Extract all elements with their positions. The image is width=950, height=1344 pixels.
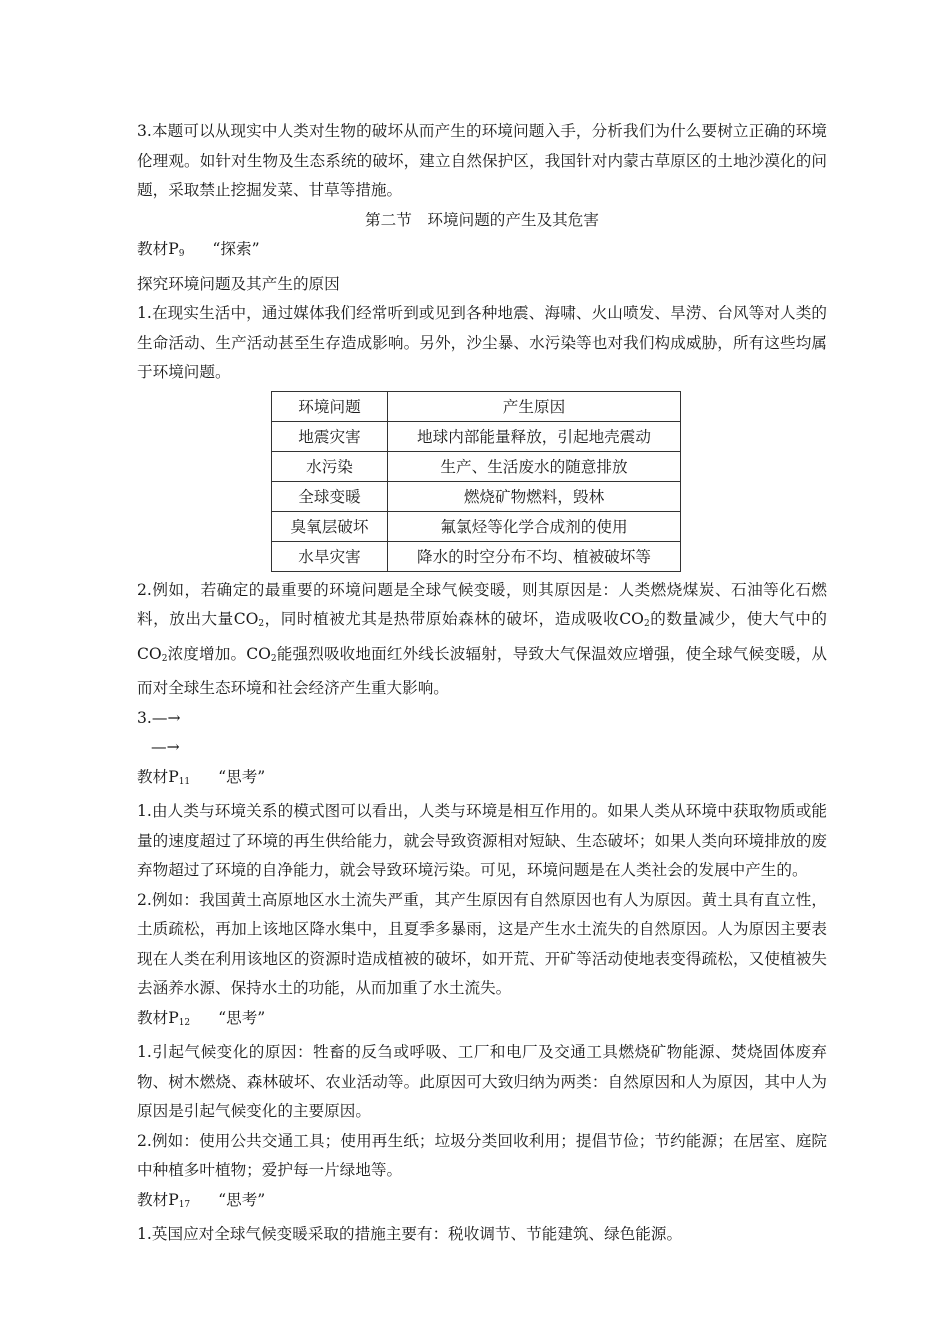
table-row [272,541,681,571]
table-cell: 臭氧层破坏 [272,511,388,541]
table-row [272,451,681,481]
think-paragraph-2: 2.例如：我国黄土高原地区水土流失严重，其产生原因有自然原因也有人为原因。黄土具有直立性，土质疏松，再加上该地区降水集中，且夏季多暴雨，这是产生水土流失的自然原因。人为原因主要表现在人类在利用该地区的资源时造成植被的破坏，如开荒、开矿等活动使地表变得疏松，又使植被失去涵养水源、保持水土的功能，从而加重了水土流失。 [137,890,827,997]
table-cell: 水污染 [272,451,388,481]
explore-title: 探究环境问题及其产生的原因 [137,274,340,293]
environment-problems-table [271,391,681,572]
table-cell: 氟氯烃等化学合成剂的使用 [388,511,681,541]
table-header: 环境问题 [272,391,388,421]
think-paragraph-2: 2.例如：使用公共交通工具；使用再生纸；垃圾分类回收利用；提倡节俭；节约能源；在居室、庭院中种植多叶植物；爱护每一片绿地等。 [137,1131,827,1179]
textbook-reference: 教材$P_{12}$ “思考” [137,1008,266,1028]
explore-paragraph-2: 2.例如，若确定的最重要的环境问题是全球气候变暖，则其原因是：人类燃烧煤炭、石油等化石燃料，放出大量$CO_2$，同时植被尤其是热带原始森林的破坏，造成吸收$CO_2$的数量减少，使大气中的$CO_2$浓度增加。$CO_2$能强烈吸收地面红外线长波辐射，导致大气保温效应增强，使全球气候变暖，从而对全球生态环境和社会经济产生重大影响。 [137,580,827,697]
section-title: 第二节 环境问题的产生及其危害 [365,210,599,229]
table-cell: 降水的时空分布不均、植被破坏等 [388,541,681,571]
arrow-icon: —→ [151,708,181,727]
table-cell: 地震灾害 [272,421,388,451]
table-cell: 燃烧矿物燃料，毁林 [388,481,681,511]
textbook-reference: 教材$P_{17}$ “思考” [137,1190,266,1210]
table-header-row [272,391,681,421]
document-page [137,117,827,1250]
table-row [272,511,681,541]
textbook-reference: 教材$P_9$ “探索” [137,240,260,259]
table-row [272,481,681,511]
table-cell: 地球内部能量释放，引起地壳震动 [388,421,681,451]
textbook-reference: 教材$P_{11}$ “思考” [137,767,266,787]
table-header: 产生原因 [388,391,681,421]
arrow-icon: —→ [151,738,180,756]
think-paragraph-1: 1.由人类与环境关系的模式图可以看出，人类与环境是相互作用的。如果人类从环境中获取物质或能量的速度超过了环境的再生供给能力，就会导致资源相对短缺、生态破坏；如果人类向环境排放的废弃物超过了环境的自净能力，就会导致环境污染。可见，环境问题是在人类社会的发展中产生的。 [137,802,827,879]
think-paragraph-1: 1.英国应对全球气候变暖采取的措施主要有：税收调节、节能建筑、绿色能源。 [137,1225,683,1243]
explore-paragraph-1: 1.在现实生活中，通过媒体我们经常听到或见到各种地震、海啸、火山喷发、旱涝、台风等对人类的生命活动、生产活动甚至生存造成影响。另外，沙尘暴、水污染等也对我们构成威胁，所有这些均属于环境问题。 [137,304,827,381]
think-paragraph-1: 1.引起气候变化的原因：牲畜的反刍或呼吸、工厂和电厂及交通工具燃烧矿物能源、焚烧固体废弃物、树木燃烧、森林破坏、农业活动等。此原因可大致归纳为两类：自然原因和人为原因，其中人为原因是引起气候变化的主要原因。 [137,1043,827,1120]
arrow-line [137,733,827,763]
table-cell: 全球变暖 [272,481,388,511]
explore-paragraph-3: 3.—→ [137,708,181,727]
paragraph-item-3: 3.本题可以从现实中人类对生物的破坏从而产生的环境问题入手，分析我们为什么要树立正确的环境伦理观。如针对生物及生态系统的破坏，建立自然保护区，我国针对内蒙古草原区的土地沙漠化的问题，采取禁止挖掘发菜、甘草等措施。 [137,122,827,199]
table-row [272,421,681,451]
table-cell: 水旱灾害 [272,541,388,571]
table-cell: 生产、生活废水的随意排放 [388,451,681,481]
